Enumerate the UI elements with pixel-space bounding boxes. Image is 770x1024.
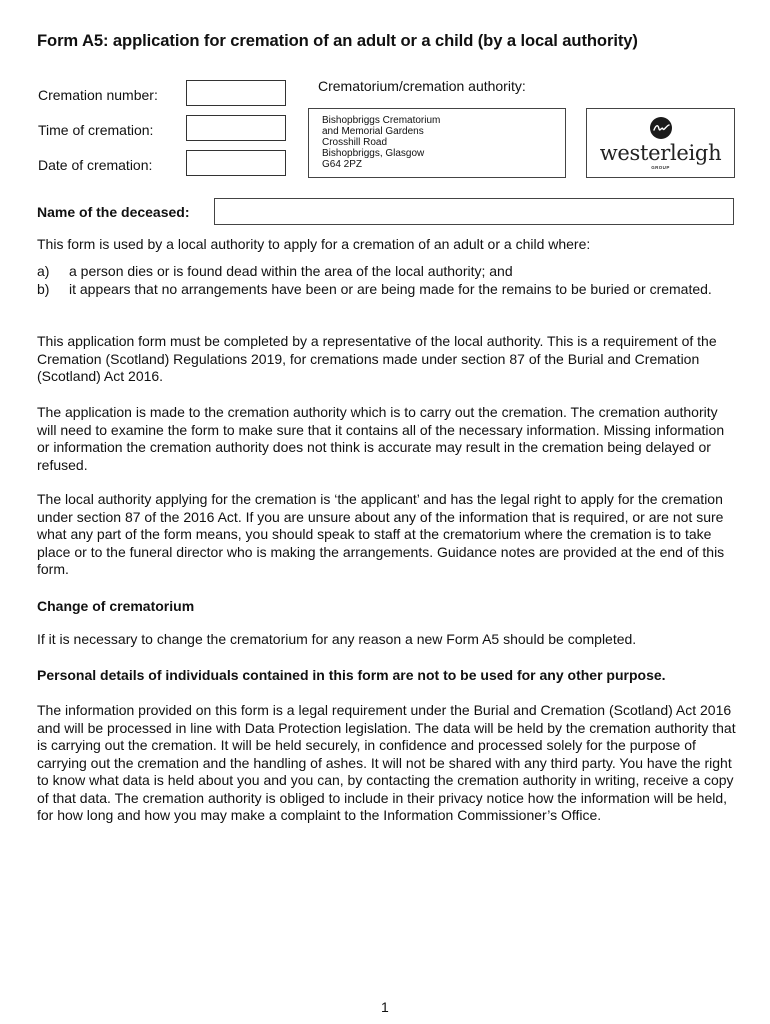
address-line: Crosshill Road: [322, 137, 388, 148]
list-item: [37, 281, 737, 299]
logo-wordmark: westerleigh: [599, 141, 722, 165]
crematorium-address: [308, 108, 566, 178]
address-line: and Memorial Gardens: [322, 126, 424, 137]
crematorium-label: Crematorium/cremation authority:: [318, 78, 526, 94]
time-of-cremation-label: Time of cremation:: [38, 122, 154, 138]
list-marker: a): [37, 263, 50, 279]
form-title: Form A5: application for cremation of an adult or a child (by a local authority): [37, 31, 638, 50]
paragraph-applicant: The local authority applying for the cremation is ‘the applicant’ and has the legal right to apply for the cremation under section 87 of the 2016 Act. If you are unsure about any of the information that is required, or are not sure what any part of the form means, you should speak to staff at the crematorium where the cremation is to take place or to the funeral director who is making the arrangements. Guidance notes are provided at the end of this form.: [37, 491, 725, 577]
paragraph-application: The application is made to the cremation authority which is to carry out the cremation. The cremation authority will need to examine the form to make sure that it contains all of the necessary information. Missing information or information the cremation authority does not think is accurate may result in the cremation being delayed or refused.: [37, 404, 725, 473]
paragraph-requirement: This application form must be completed by a representative of the local authority. This is a requirement of the Cremation (Scotland) Regulations 2019, for cremations made under section 87 of the Burial and Cremation (Scotland) Act 2016.: [37, 333, 717, 384]
data-protection-text: The information provided on this form is a legal requirement under the Burial and Cremation (Scotland) Act 2016 and will be processed in line with Data Protection legislation. The data will be held by the cremation authority that is carrying out the cremation. It will be held securely, in confidence and processed solely for the purpose of carrying out the cremation and the handling of ashes. It will not be shared with any third party. You have the right to know what data is held about you and you can, by contacting the cremation authority in writing, receive a copy of that data. The cremation authority is obliged to include in their privacy notice how the information will be held, for how long and how you may make a complaint to the Information Commissioner’s Office.: [37, 702, 736, 823]
address-line: Bishopbriggs, Glasgow: [322, 148, 425, 159]
deceased-name-label: Name of the deceased:: [37, 204, 190, 220]
list-text: a person dies or is found dead within the area of the local authority; and: [69, 263, 513, 279]
intro-text: This form is used by a local authority to apply for a cremation of an adult or a child where:: [37, 236, 591, 252]
change-of-crematorium-text: If it is necessary to change the crematorium for any reason a new Form A5 should be completed.: [37, 631, 637, 647]
westerleigh-logo: [586, 108, 735, 178]
logo-subtitle: GROUP: [651, 165, 670, 170]
time-of-cremation-field[interactable]: [186, 115, 286, 141]
address-line: G64 2PZ: [322, 159, 363, 170]
date-of-cremation-field[interactable]: [186, 150, 286, 176]
cremation-number-field[interactable]: [186, 80, 286, 106]
change-of-crematorium-heading: Change of crematorium: [37, 598, 195, 614]
date-of-cremation-label: Date of cremation:: [38, 157, 153, 173]
list-text: it appears that no arrangements have been or are being made for the remains to be buried or cremated.: [69, 280, 712, 297]
list-item: [37, 263, 737, 281]
deceased-name-field[interactable]: [214, 198, 734, 225]
cremation-number-label: Cremation number:: [38, 87, 158, 103]
personal-details-notice: Personal details of individuals contained in this form are not to be used for any other purpose.: [37, 667, 666, 683]
conditions-list: [37, 263, 737, 298]
westerleigh-logo-mark-icon: [650, 117, 672, 139]
list-marker: b): [37, 280, 50, 297]
address-line: Bishopbriggs Crematorium: [322, 115, 441, 126]
page-number: 1: [381, 999, 389, 1015]
